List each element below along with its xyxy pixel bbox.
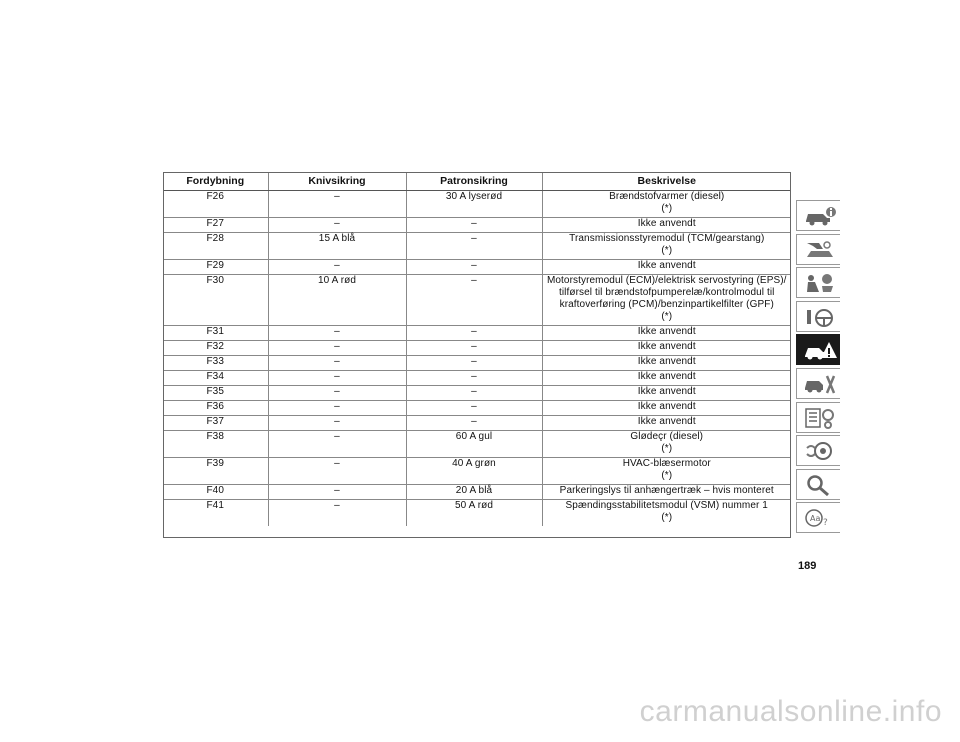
cell-description — [542, 275, 791, 326]
header-blade-fuse: Knivsikring — [268, 172, 406, 191]
cell-blade-fuse: – — [268, 500, 406, 527]
description-line: Ikke anvendt — [637, 386, 696, 397]
cell-cartridge-fuse: 20 A blå — [406, 485, 542, 500]
cell-description — [542, 218, 791, 233]
multimedia-icon — [803, 440, 837, 462]
cell-blade-fuse: – — [268, 386, 406, 401]
description-line: Ikke anvendt — [637, 416, 696, 427]
cell-cartridge-fuse: – — [406, 326, 542, 341]
chapter-tab-specifications[interactable] — [796, 402, 840, 433]
svg-text:Aa: Aa — [810, 514, 821, 524]
cell-cavity: F39 — [163, 458, 268, 485]
cell-cartridge-fuse: 40 A grøn — [406, 458, 542, 485]
page-number: 189 — [798, 560, 817, 572]
cell-cavity: F26 — [206, 191, 225, 202]
steering-wheel-icon — [803, 306, 837, 328]
chapter-tab-emergency[interactable] — [796, 334, 840, 365]
cell-description — [542, 356, 791, 371]
cell-blade-fuse: – — [268, 326, 406, 341]
cell-cavity: F28 — [163, 233, 268, 260]
cell-description — [542, 401, 791, 416]
table-row — [163, 233, 791, 260]
cell-cartridge-fuse: – — [406, 371, 542, 386]
cell-cartridge-fuse: – — [406, 386, 542, 401]
cell-cartridge-fuse: – — [406, 218, 542, 233]
fuse-table-container — [163, 172, 791, 526]
cell-blade-fuse: 10 A rød — [268, 275, 406, 326]
cell-cartridge-fuse: – — [406, 401, 542, 416]
chapter-tab-multimedia[interactable] — [796, 435, 840, 466]
cell-cavity: F30 — [163, 275, 268, 326]
cell-blade-fuse: – — [268, 401, 406, 416]
description-line: Glødeçr (diesel) — [630, 431, 704, 442]
cell-cavity: F27 — [163, 218, 268, 233]
description-line: (*) — [661, 203, 673, 214]
cell-blade-fuse: – — [268, 371, 406, 386]
languages-icon — [803, 507, 837, 529]
cell-cavity: F36 — [163, 401, 268, 416]
cell-blade-fuse: – — [268, 458, 406, 485]
car-service-tools-icon — [803, 373, 837, 395]
watermark-text: carmanualsonline.info — [639, 695, 942, 728]
cell-cartridge-fuse: 60 A gul — [406, 431, 542, 458]
description-line: Ikke anvendt — [637, 356, 696, 367]
description-line: (*) — [661, 512, 673, 523]
fuse-table — [163, 172, 791, 526]
description-line: Ikke anvendt — [637, 341, 696, 352]
description-line: (*) — [661, 311, 673, 322]
description-line: kraftoverføring (PCM)/benzinpartikelfilter (GPF) — [559, 299, 774, 310]
specifications-icon — [803, 407, 837, 429]
table-row — [163, 416, 791, 431]
cell-cavity: F34 — [163, 371, 268, 386]
chapter-tab-service[interactable] — [796, 368, 840, 399]
description-line: Ikke anvendt — [637, 371, 696, 382]
cell-blade-fuse: – — [268, 485, 406, 500]
cell-blade-fuse: – — [268, 260, 406, 275]
table-row — [163, 341, 791, 356]
cell-blade-fuse: – — [268, 356, 406, 371]
cell-description — [542, 458, 791, 485]
description-line: Transmissionsstyremodul (TCM/gearstang) — [569, 233, 765, 244]
cell-description — [542, 485, 791, 500]
cell-cartridge-fuse: – — [406, 341, 542, 356]
svg-text:?: ? — [823, 518, 828, 529]
cell-description — [542, 371, 791, 386]
table-row — [163, 326, 791, 341]
cell-description — [542, 386, 791, 401]
table-header-row — [163, 172, 791, 191]
header-description: Beskrivelse — [542, 172, 791, 191]
cell-description — [542, 500, 791, 527]
table-row — [163, 371, 791, 386]
cell-description — [542, 341, 791, 356]
cell-description — [542, 233, 791, 260]
description-line: Ikke anvendt — [637, 401, 696, 412]
chapter-tab-safety[interactable] — [796, 267, 840, 298]
chapter-tab-driving[interactable] — [796, 301, 840, 332]
dashboard-light-icon — [803, 239, 837, 261]
description-line: (*) — [661, 470, 673, 481]
chapter-tab-index[interactable] — [796, 469, 840, 500]
cell-cavity: F29 — [163, 260, 268, 275]
cell-description — [542, 431, 791, 458]
cell-cavity: F31 — [163, 326, 268, 341]
cell-description — [542, 416, 791, 431]
cell-cavity: F40 — [163, 485, 268, 500]
cell-cavity: F38 — [163, 431, 268, 458]
description-line: Brændstofvarmer (diesel) — [609, 191, 725, 202]
description-line: HVAC-blæsermotor — [622, 458, 711, 469]
table-row — [163, 500, 791, 527]
cell-blade-fuse: – — [268, 431, 406, 458]
table-row — [163, 260, 791, 275]
cell-cavity: F41 — [163, 500, 268, 527]
cell-blade-fuse: – — [268, 341, 406, 356]
header-cartridge-fuse: Patronsikring — [406, 172, 542, 191]
cell-description — [542, 191, 791, 218]
cell-blade-fuse: – — [268, 218, 406, 233]
table-row — [163, 356, 791, 371]
table-row — [163, 218, 791, 233]
chapter-tab-dashboard[interactable] — [796, 234, 840, 265]
description-line: (*) — [661, 443, 673, 454]
description-line: tilførsel til brændstofpumperelæ/kontrolmodul til — [558, 287, 775, 298]
cell-cartridge-fuse: – — [406, 233, 542, 260]
cell-cartridge-fuse: – — [406, 356, 542, 371]
chapter-tabs — [796, 200, 842, 536]
cell-blade-fuse: – — [268, 191, 406, 218]
table-row — [163, 275, 791, 326]
description-line: Parkeringslys til anhængertræk – hvis monteret — [559, 485, 774, 496]
cell-cartridge-fuse: 50 A rød — [406, 500, 542, 527]
table-row — [163, 401, 791, 416]
search-index-icon — [803, 474, 837, 496]
table-body — [163, 191, 791, 527]
description-line: Ikke anvendt — [637, 260, 696, 271]
description-line: (*) — [661, 245, 673, 256]
description-line: Motorstyremodul (ECM)/elektrisk servostyring (EPS)/ — [546, 275, 787, 286]
cell-blade-fuse: 15 A blå — [268, 233, 406, 260]
cell-cartridge-fuse: – — [406, 260, 542, 275]
chapter-tab-car-info[interactable] — [796, 200, 840, 231]
cell-cavity: F35 — [163, 386, 268, 401]
table-row — [163, 458, 791, 485]
cell-blade-fuse: – — [268, 416, 406, 431]
table-row — [163, 191, 791, 218]
cell-cavity: F32 — [163, 341, 268, 356]
cell-description — [542, 326, 791, 341]
cell-cartridge-fuse: – — [406, 275, 542, 326]
chapter-tab-languages[interactable] — [796, 502, 840, 533]
table-row — [163, 485, 791, 500]
cell-description — [542, 260, 791, 275]
cell-cartridge-fuse: 30 A lyserød — [406, 191, 542, 218]
roadside-emergency-icon — [803, 339, 837, 361]
cell-cartridge-fuse: – — [406, 416, 542, 431]
description-line: Spændingsstabilitetsmodul (VSM) nummer 1 — [565, 500, 768, 511]
description-line: Ikke anvendt — [637, 326, 696, 337]
header-cavity: Fordybning — [163, 172, 268, 191]
safety-airbag-icon — [803, 272, 837, 294]
cell-cavity: F37 — [163, 416, 268, 431]
car-info-icon — [803, 205, 837, 227]
description-line: Ikke anvendt — [637, 218, 696, 229]
table-row — [163, 386, 791, 401]
cell-cavity: F33 — [163, 356, 268, 371]
table-row — [163, 431, 791, 458]
